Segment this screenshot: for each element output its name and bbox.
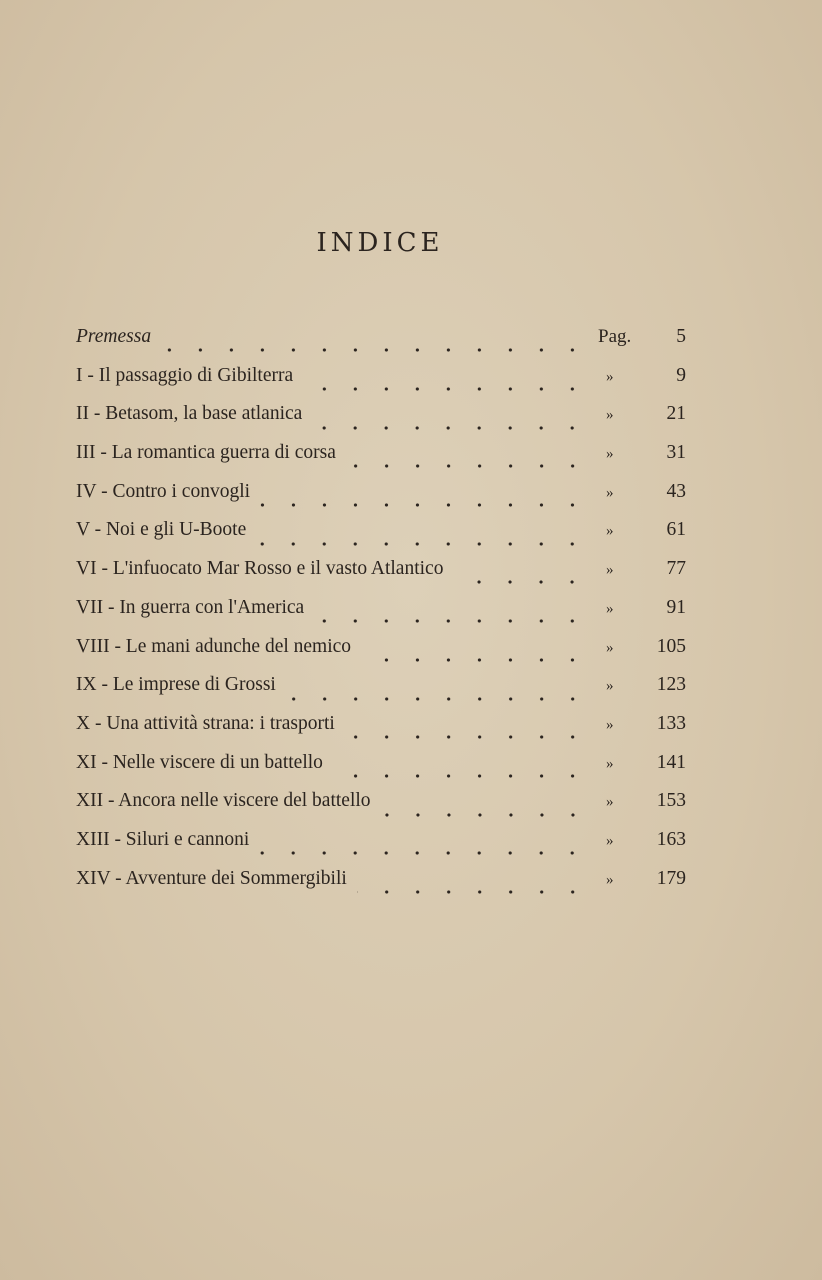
page-number: 123: [656, 674, 686, 696]
toc-entry: [76, 790, 686, 829]
page-marker: »: [606, 368, 614, 385]
page-number: 133: [656, 712, 686, 734]
dot-leader: [259, 851, 588, 855]
page-marker: »: [606, 678, 614, 695]
page-marker: »: [606, 794, 614, 811]
dot-leader: [286, 697, 588, 701]
dot-leader: [333, 774, 588, 778]
dot-leader: [453, 580, 588, 584]
toc-entry: [76, 636, 686, 675]
dot-leader: [357, 890, 588, 894]
dot-leader: [260, 503, 588, 507]
dot-leader: [381, 813, 588, 817]
toc-entry: [76, 481, 686, 520]
page-title: INDICE: [316, 228, 444, 258]
toc-entry: [76, 674, 686, 713]
dot-leader: [312, 426, 588, 430]
dot-leader: [346, 464, 588, 468]
dot-leader: [303, 387, 588, 391]
toc-entry: [76, 752, 686, 791]
page-marker: »: [606, 639, 614, 656]
toc-entry: [76, 558, 686, 597]
page-number: 153: [656, 790, 686, 812]
table-of-contents: [76, 326, 686, 906]
entry-title: IV - Contro i convogli: [76, 480, 251, 502]
toc-entry: [76, 442, 686, 481]
page-number: 31: [666, 442, 686, 464]
entry-title: I - Il passaggio di Gibilterra: [76, 364, 294, 386]
page-marker: »: [606, 716, 614, 733]
page-marker: Pag.: [598, 326, 632, 347]
dot-leader: [161, 348, 588, 352]
page-marker: »: [606, 523, 614, 540]
dot-leader: [345, 735, 588, 739]
toc-entry: [76, 829, 686, 868]
dot-leader: [314, 619, 588, 623]
page-marker: »: [606, 562, 614, 579]
toc-entry: [76, 365, 686, 404]
entry-title: IX - Le imprese di Grossi: [76, 674, 276, 696]
page-marker: »: [606, 446, 614, 463]
page-marker: »: [606, 407, 614, 424]
entry-title: VIII - Le mani adunche del nemico: [76, 635, 352, 657]
entry-title: X - Una attività strana: i trasporti: [76, 712, 335, 734]
page-number: 141: [656, 751, 686, 773]
toc-entry: [76, 519, 686, 558]
entry-title: VI - L'infuocato Mar Rosso e il vasto Atlantico: [76, 558, 444, 580]
entry-title: Premessa: [76, 326, 152, 347]
dot-leader: [361, 658, 588, 662]
page-marker: »: [606, 484, 614, 501]
entry-title: II - Betasom, la base atlanica: [76, 403, 303, 425]
page-number: 43: [666, 480, 686, 502]
toc-entry: [76, 868, 686, 907]
entry-title: XIV - Avventure dei Sommergibili: [76, 867, 347, 889]
page-number: 21: [666, 403, 686, 425]
page-number: 61: [666, 519, 686, 541]
page-marker: »: [606, 600, 614, 617]
entry-title: XI - Nelle viscere di un battello: [76, 751, 323, 773]
page-number: 105: [656, 635, 686, 657]
toc-entry: [76, 597, 686, 636]
page-number: 179: [656, 867, 686, 889]
toc-entry: [76, 403, 686, 442]
entry-title: V - Noi e gli U-Boote: [76, 519, 247, 541]
entry-title: XII - Ancora nelle viscere del battello: [76, 790, 371, 812]
page-number: 91: [666, 596, 686, 618]
page-marker: »: [606, 832, 614, 849]
page-marker: »: [606, 871, 614, 888]
dot-leader: [256, 542, 588, 546]
page-number: 9: [676, 364, 686, 386]
page-number: 77: [666, 558, 686, 580]
entry-title: XIII - Siluri e cannoni: [76, 828, 250, 850]
toc-entry: [76, 713, 686, 752]
entry-title: VII - In guerra con l'America: [76, 596, 305, 618]
entry-title: III - La romantica guerra di corsa: [76, 442, 336, 464]
page-marker: »: [606, 755, 614, 772]
page-number: 5: [676, 326, 686, 347]
toc-entry: [76, 326, 686, 365]
page-number: 163: [656, 828, 686, 850]
